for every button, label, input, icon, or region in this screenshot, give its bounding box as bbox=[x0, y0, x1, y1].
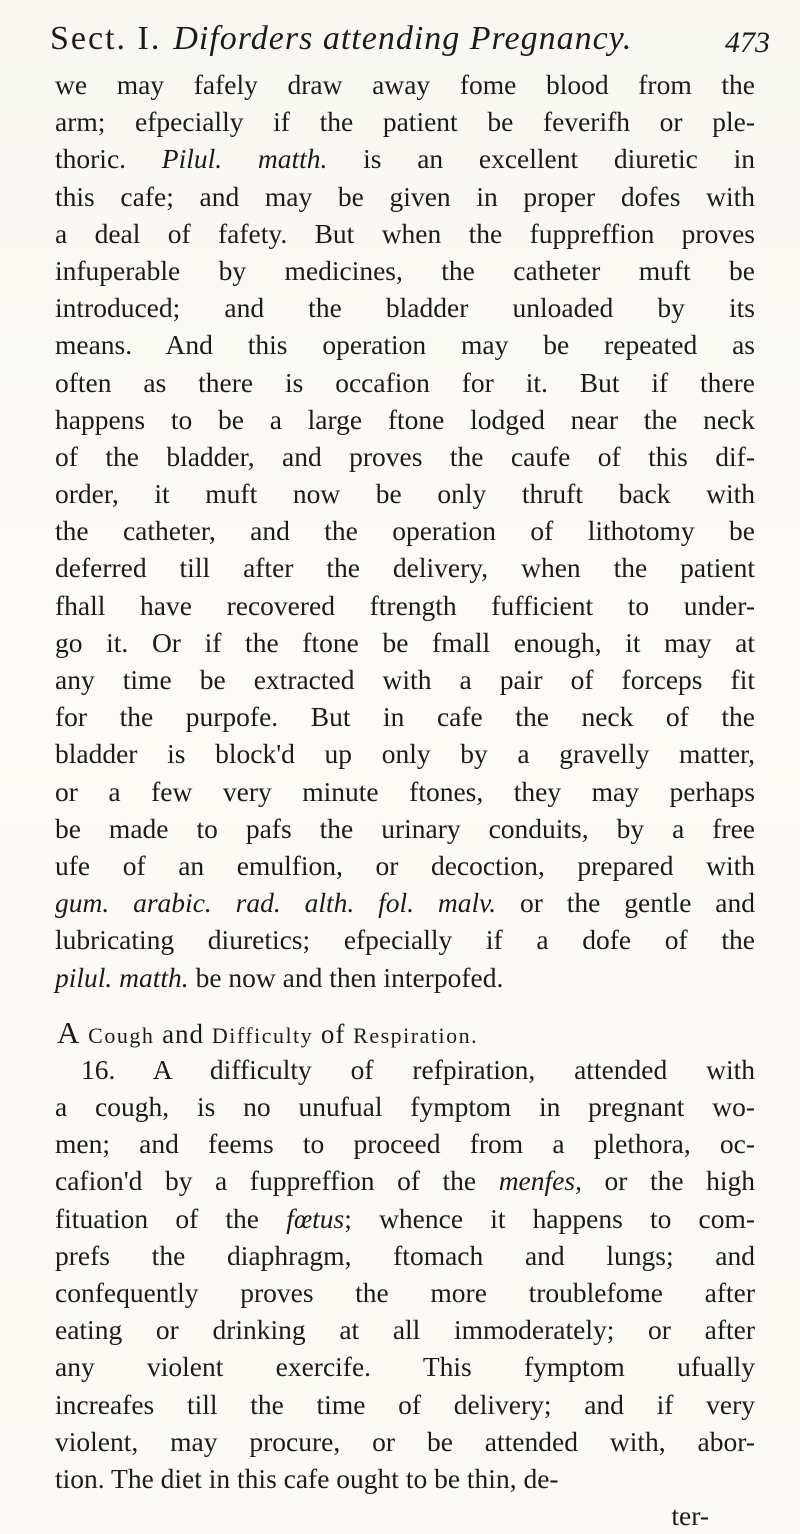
text-line: means. And this operation may be repeated as bbox=[55, 329, 755, 361]
text-line: men; and feems to proceed from a plethora, oc- bbox=[55, 1128, 755, 1160]
heading-word-respiration: Respiration. bbox=[353, 1022, 479, 1048]
text-line: we may fafely draw away fome blood from the bbox=[55, 69, 755, 100]
heading-word-difficulty: Difficulty bbox=[211, 1022, 314, 1048]
text-line: a cough, is no unufual fymptom in pregnant wo- bbox=[55, 1091, 755, 1123]
text-line: 16. A difficulty of refpiration, attended with bbox=[81, 1053, 755, 1085]
text-line: confequently proves the more troublefome after bbox=[55, 1277, 755, 1308]
text-line: often as there is occafion for it. But if there bbox=[55, 366, 755, 398]
text-line: any time be extracted with a pair of forceps fit bbox=[55, 664, 755, 695]
heading-article: A bbox=[57, 1014, 81, 1050]
italic-term: Pilul. matth. bbox=[161, 143, 328, 175]
text-line: this cafe; and may be given in proper dofes with bbox=[55, 180, 755, 212]
text-line: the catheter, and the operation of lithotomy be bbox=[55, 515, 755, 547]
text-line: happens to be a large ftone lodged near the neck bbox=[55, 403, 755, 435]
text-line: increafes till the time of delivery; and if very bbox=[55, 1388, 755, 1420]
text-line: infuperable by medicines, the catheter muft be bbox=[55, 254, 755, 286]
heading-word-cough: Cough bbox=[88, 1022, 155, 1048]
text-line: go it. Or if the ftone be fmall enough, it may at bbox=[55, 626, 755, 658]
text-line: ufe of an emulfion, or decoction, prepared with bbox=[55, 849, 755, 881]
body-text bbox=[55, 66, 755, 1534]
paragraph-lithotomy bbox=[55, 66, 755, 996]
text-line: be made to pafs the urinary conduits, by a free bbox=[55, 812, 755, 844]
heading-word-of: of bbox=[320, 1018, 346, 1049]
text-line: a deal of fafety. But when the fuppreffion proves bbox=[55, 217, 755, 249]
page-number: 473 bbox=[725, 26, 770, 59]
text-line: prefs the diaphragm, ftomach and lungs; and bbox=[55, 1239, 755, 1271]
text-line: introduced; and the bladder unloaded by its bbox=[55, 292, 755, 324]
section-label: Sect. I. bbox=[50, 20, 162, 57]
text-line: eating or drinking at all immoderately; or after bbox=[55, 1314, 755, 1346]
text-line: of the bladder, and proves the caufe of this dif- bbox=[55, 440, 755, 472]
running-head-left bbox=[50, 20, 632, 58]
text-line: pilul. matth. be now and then interpofed. bbox=[55, 961, 504, 993]
italic-term: pilul. matth. bbox=[55, 961, 189, 993]
text-line: any violent exercife. This fymptom ufually bbox=[55, 1351, 755, 1383]
section-heading bbox=[55, 1014, 755, 1051]
chapter-title: Diforders attending Pregnancy. bbox=[173, 20, 633, 57]
italic-term: fœtus bbox=[286, 1202, 345, 1234]
italic-term: menfes bbox=[498, 1165, 576, 1197]
text-line: violent, may procure, or be attended with, abor- bbox=[55, 1425, 755, 1457]
text-line: bladder is block'd up only by a gravelly matter, bbox=[55, 738, 755, 770]
paragraph-cough bbox=[55, 1051, 755, 1497]
text-line: cafion'd by a fuppreffion of the menfes, or the high bbox=[55, 1165, 755, 1197]
text-line: deferred till after the delivery, when the patient bbox=[55, 552, 755, 584]
text-line: fituation of the fœtus; whence it happens to com- bbox=[55, 1202, 756, 1234]
text-line: tion. The diet in this cafe ought to be thin, de- bbox=[55, 1462, 559, 1494]
text-line: fhall have recovered ftrength fufficient to under- bbox=[55, 589, 755, 621]
text-line: order, it muft now be only thruft back with bbox=[55, 478, 755, 510]
catchword: ter- bbox=[671, 1500, 709, 1532]
text-line: gum. arabic. rad. alth. fol. malv. or the gentle and bbox=[55, 887, 756, 919]
text-line: for the purpofe. But in cafe the neck of the bbox=[55, 701, 755, 733]
heading-word-and: and bbox=[162, 1018, 205, 1049]
italic-term: gum. arabic. rad. alth. fol. malv. bbox=[55, 887, 497, 919]
text-line: thoric. Pilul. matth. is an excellent diuretic in bbox=[55, 143, 755, 175]
text-line: or a few very minute ftones, they may perhaps bbox=[55, 775, 755, 807]
text-line: arm; efpecially if the patient be feverifh or ple- bbox=[55, 106, 755, 138]
running-head bbox=[50, 14, 770, 66]
text-line: lubricating diuretics; efpecially if a dofe of the bbox=[55, 924, 755, 956]
